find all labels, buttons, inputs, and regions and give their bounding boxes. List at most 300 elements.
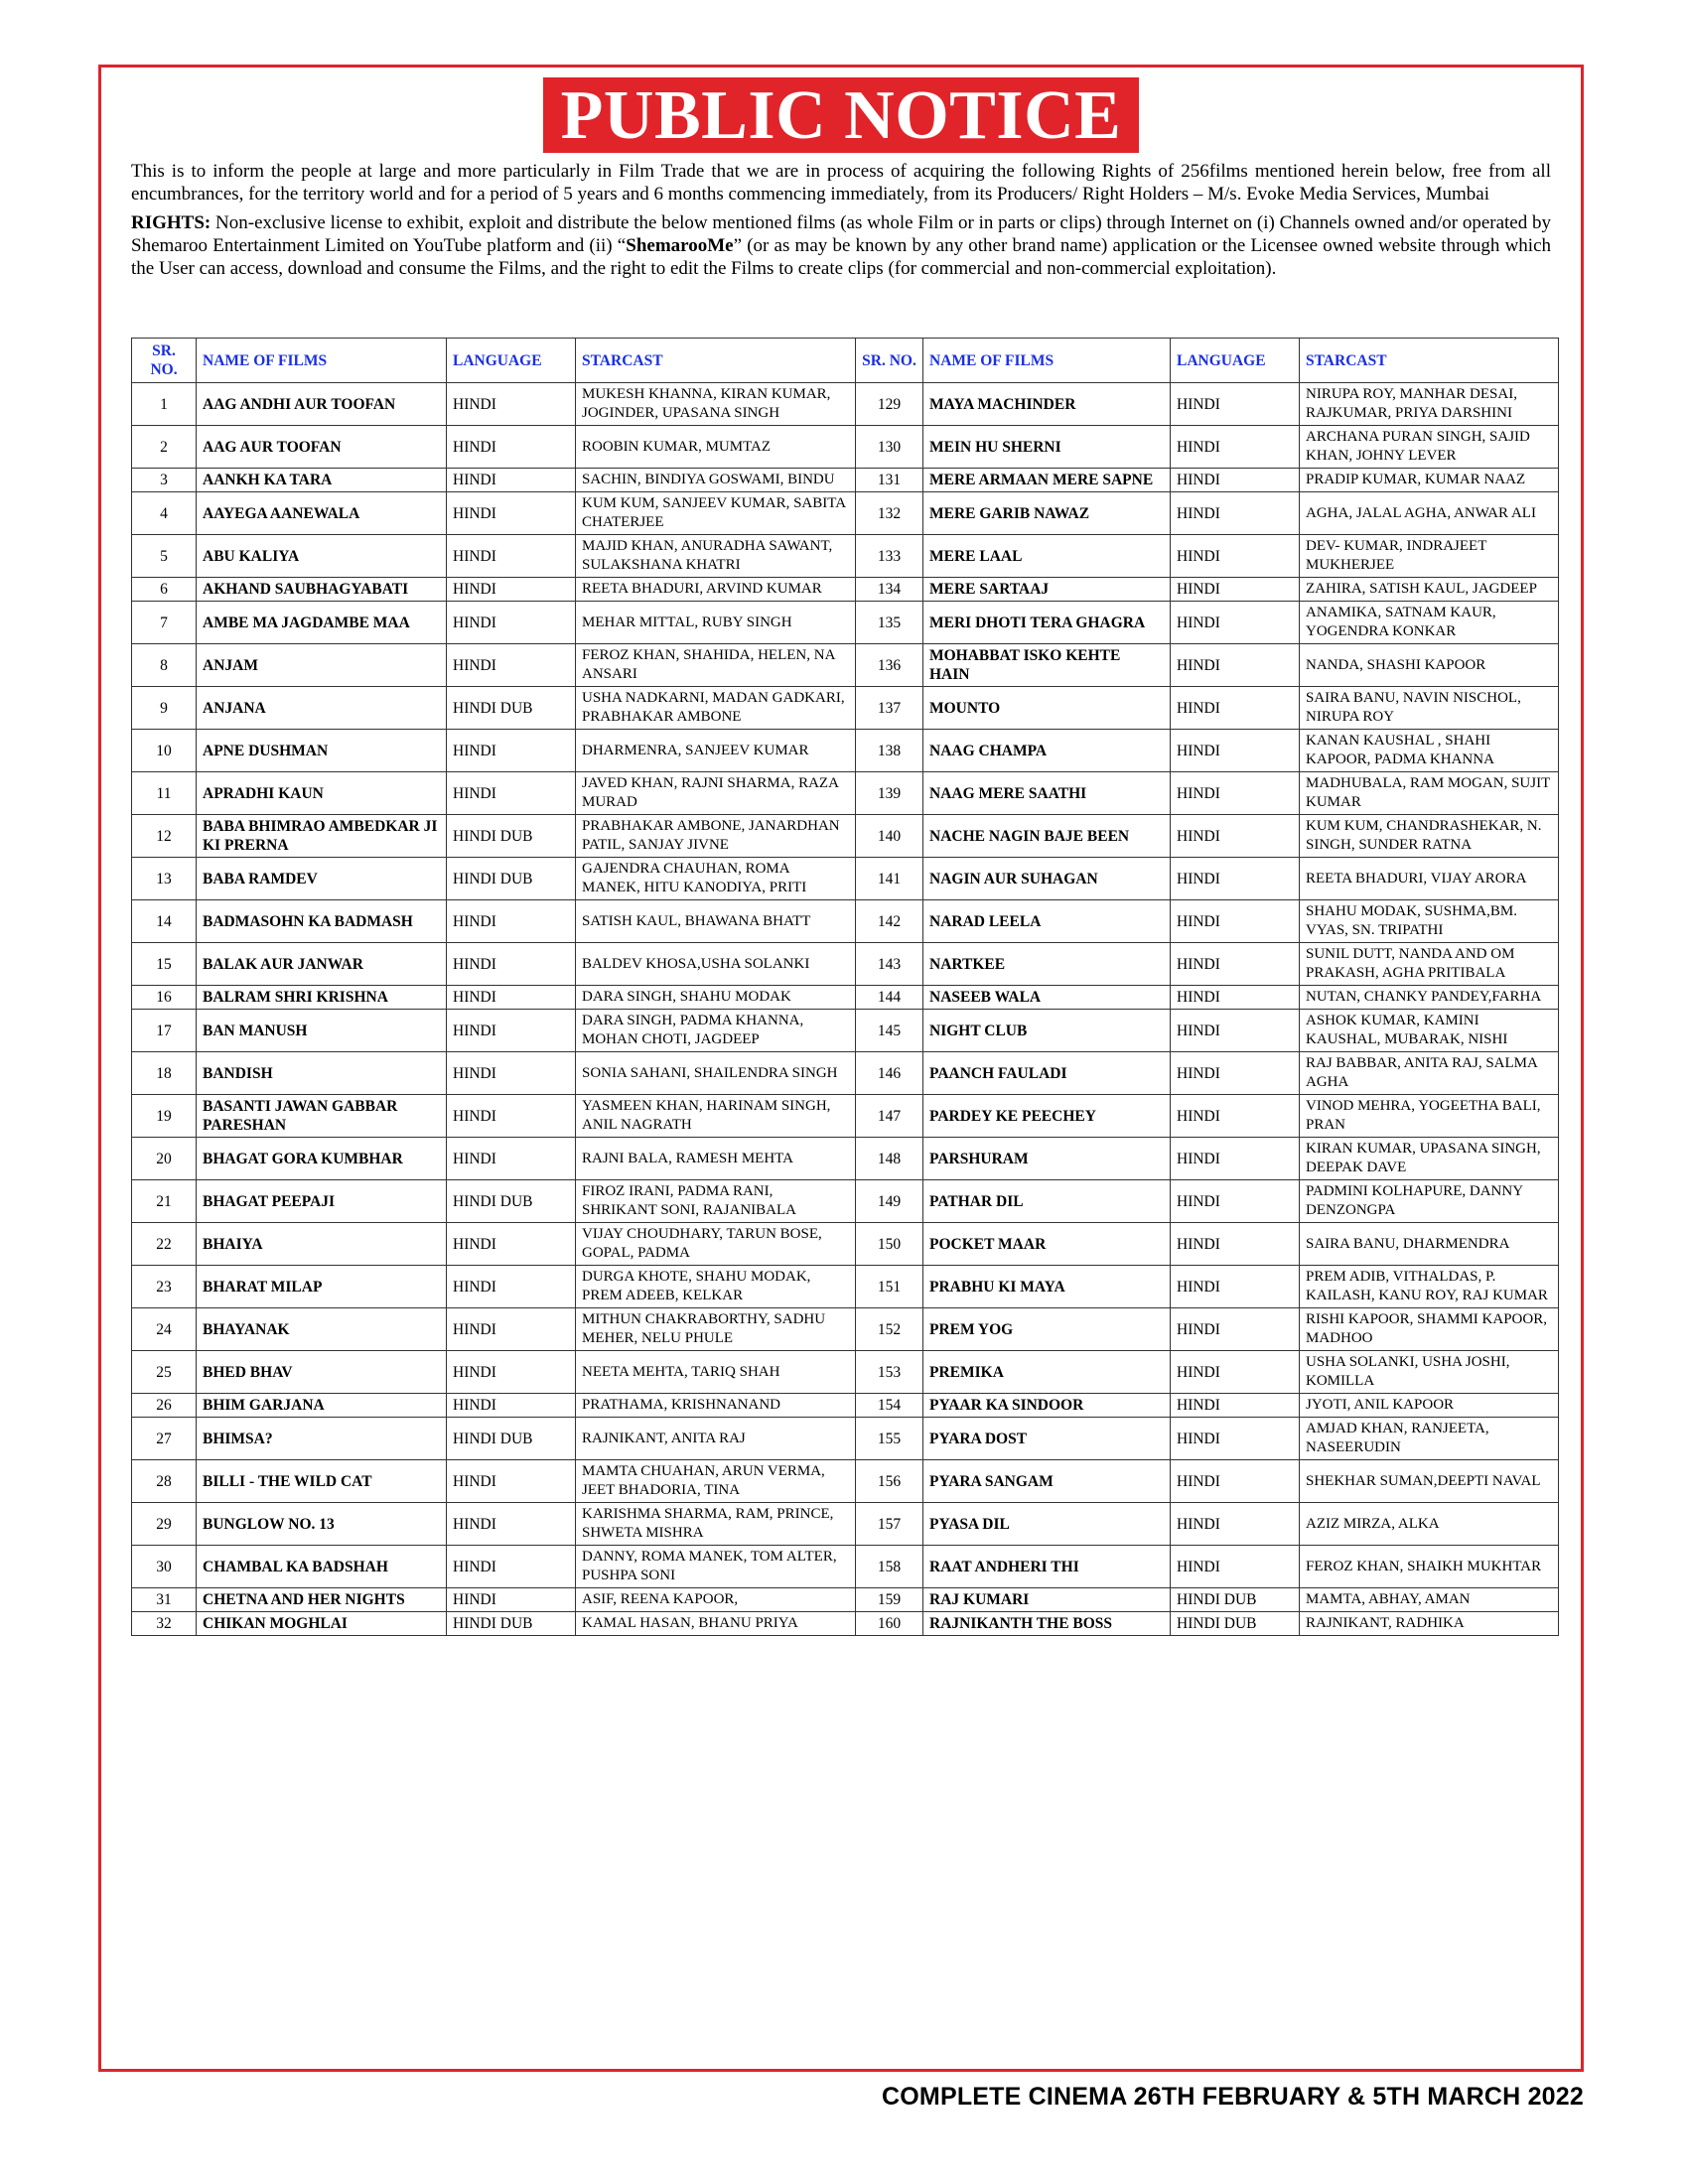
left-starcast-cell: NEETA MEHTA, TARIQ SHAH bbox=[576, 1351, 856, 1394]
left-starcast-cell: KAMAL HASAN, BHANU PRIYA bbox=[576, 1612, 856, 1636]
right-language-cell: HINDI bbox=[1171, 986, 1300, 1010]
left-sr-no-cell: 19 bbox=[132, 1095, 197, 1138]
left-language-cell: HINDI bbox=[447, 986, 576, 1010]
left-language-cell: HINDI bbox=[447, 1052, 576, 1095]
left-starcast-cell: DARA SINGH, SHAHU MODAK bbox=[576, 986, 856, 1010]
left-language-cell: HINDI bbox=[447, 578, 576, 602]
right-sr-no-cell: 156 bbox=[856, 1460, 923, 1503]
left-starcast-cell: USHA NADKARNI, MADAN GADKARI, PRABHAKAR AMBONE bbox=[576, 687, 856, 730]
left-language-cell: HINDI bbox=[447, 1223, 576, 1266]
table-row bbox=[132, 1308, 1559, 1351]
left-language-cell: HINDI bbox=[447, 772, 576, 815]
left-language-cell: HINDI bbox=[447, 1588, 576, 1612]
left-starcast-cell: ROOBIN KUMAR, MUMTAZ bbox=[576, 426, 856, 469]
table-row bbox=[132, 578, 1559, 602]
right-starcast-cell: SUNIL DUTT, NANDA AND OM PRAKASH, AGHA PRITIBALA bbox=[1300, 943, 1559, 986]
left-name-cell: APRADHI KAUN bbox=[197, 772, 447, 815]
left-starcast-cell: FEROZ KHAN, SHAHIDA, HELEN, NA ANSARI bbox=[576, 644, 856, 687]
right-starcast-cell: RISHI KAPOOR, SHAMMI KAPOOR, MADHOO bbox=[1300, 1308, 1559, 1351]
left-starcast-cell: KUM KUM, SANJEEV KUMAR, SABITA CHATERJEE bbox=[576, 492, 856, 535]
left-sr-no-cell: 1 bbox=[132, 383, 197, 426]
right-sr-no-cell: 140 bbox=[856, 815, 923, 858]
table-row bbox=[132, 1460, 1559, 1503]
left-language-cell: HINDI bbox=[447, 1138, 576, 1180]
table-row bbox=[132, 1418, 1559, 1460]
right-starcast-cell: USHA SOLANKI, USHA JOSHI, KOMILLA bbox=[1300, 1351, 1559, 1394]
header-language-right: LANGUAGE bbox=[1171, 339, 1300, 383]
left-sr-no-cell: 15 bbox=[132, 943, 197, 986]
left-starcast-cell: DANNY, ROMA MANEK, TOM ALTER, PUSHPA SONI bbox=[576, 1546, 856, 1588]
left-language-cell: HINDI DUB bbox=[447, 1612, 576, 1636]
right-language-cell: HINDI bbox=[1171, 1266, 1300, 1308]
left-language-cell: HINDI DUB bbox=[447, 1180, 576, 1223]
left-name-cell: APNE DUSHMAN bbox=[197, 730, 447, 772]
right-name-cell: PREM YOG bbox=[923, 1308, 1171, 1351]
right-language-cell: HINDI bbox=[1171, 1052, 1300, 1095]
right-language-cell: HINDI bbox=[1171, 1394, 1300, 1418]
left-sr-no-cell: 8 bbox=[132, 644, 197, 687]
right-name-cell: PYAAR KA SINDOOR bbox=[923, 1394, 1171, 1418]
left-language-cell: HINDI bbox=[447, 1394, 576, 1418]
left-name-cell: ABU KALIYA bbox=[197, 535, 447, 578]
right-name-cell: NACHE NAGIN BAJE BEEN bbox=[923, 815, 1171, 858]
left-starcast-cell: MITHUN CHAKRABORTHY, SADHU MEHER, NELU PHULE bbox=[576, 1308, 856, 1351]
right-starcast-cell: ASHOK KUMAR, KAMINI KAUSHAL, MUBARAK, NISHI bbox=[1300, 1010, 1559, 1052]
table-row bbox=[132, 1394, 1559, 1418]
right-language-cell: HINDI bbox=[1171, 1138, 1300, 1180]
left-sr-no-cell: 2 bbox=[132, 426, 197, 469]
right-sr-no-cell: 142 bbox=[856, 900, 923, 943]
right-sr-no-cell: 141 bbox=[856, 858, 923, 900]
table-row bbox=[132, 687, 1559, 730]
left-name-cell: BASANTI JAWAN GABBAR PARESHAN bbox=[197, 1095, 447, 1138]
right-sr-no-cell: 136 bbox=[856, 644, 923, 687]
right-language-cell: HINDI bbox=[1171, 1418, 1300, 1460]
right-sr-no-cell: 131 bbox=[856, 469, 923, 492]
right-language-cell: HINDI bbox=[1171, 1010, 1300, 1052]
left-starcast-cell: SACHIN, BINDIYA GOSWAMI, BINDU bbox=[576, 469, 856, 492]
right-language-cell: HINDI bbox=[1171, 1223, 1300, 1266]
left-name-cell: AAG ANDHI AUR TOOFAN bbox=[197, 383, 447, 426]
notice-frame bbox=[98, 65, 1584, 2072]
table-row bbox=[132, 1010, 1559, 1052]
left-name-cell: AANKH KA TARA bbox=[197, 469, 447, 492]
left-sr-no-cell: 13 bbox=[132, 858, 197, 900]
left-name-cell: ANJAM bbox=[197, 644, 447, 687]
right-starcast-cell: NIRUPA ROY, MANHAR DESAI, RAJKUMAR, PRIYA DARSHINI bbox=[1300, 383, 1559, 426]
right-language-cell: HINDI bbox=[1171, 1546, 1300, 1588]
right-sr-no-cell: 155 bbox=[856, 1418, 923, 1460]
left-starcast-cell: MEHAR MITTAL, RUBY SINGH bbox=[576, 602, 856, 644]
right-starcast-cell: PADMINI KOLHAPURE, DANNY DENZONGPA bbox=[1300, 1180, 1559, 1223]
right-sr-no-cell: 134 bbox=[856, 578, 923, 602]
left-name-cell: CHAMBAL KA BADSHAH bbox=[197, 1546, 447, 1588]
left-language-cell: HINDI bbox=[447, 1503, 576, 1546]
right-name-cell: PYARA DOST bbox=[923, 1418, 1171, 1460]
left-language-cell: HINDI bbox=[447, 1095, 576, 1138]
left-sr-no-cell: 24 bbox=[132, 1308, 197, 1351]
left-sr-no-cell: 7 bbox=[132, 602, 197, 644]
table-row bbox=[132, 1503, 1559, 1546]
right-starcast-cell: AMJAD KHAN, RANJEETA, NASEERUDIN bbox=[1300, 1418, 1559, 1460]
left-name-cell: BHAYANAK bbox=[197, 1308, 447, 1351]
table-row bbox=[132, 1095, 1559, 1138]
left-starcast-cell: PRABHAKAR AMBONE, JANARDHAN PATIL, SANJAY JIVNE bbox=[576, 815, 856, 858]
right-sr-no-cell: 145 bbox=[856, 1010, 923, 1052]
header-starcast-right: STARCAST bbox=[1300, 339, 1559, 383]
left-starcast-cell: SATISH KAUL, BHAWANA BHATT bbox=[576, 900, 856, 943]
left-sr-no-cell: 30 bbox=[132, 1546, 197, 1588]
left-sr-no-cell: 27 bbox=[132, 1418, 197, 1460]
left-sr-no-cell: 23 bbox=[132, 1266, 197, 1308]
left-sr-no-cell: 28 bbox=[132, 1460, 197, 1503]
table-row bbox=[132, 1180, 1559, 1223]
left-sr-no-cell: 11 bbox=[132, 772, 197, 815]
right-name-cell: RAJNIKANTH THE BOSS bbox=[923, 1612, 1171, 1636]
left-sr-no-cell: 26 bbox=[132, 1394, 197, 1418]
left-name-cell: BHAIYA bbox=[197, 1223, 447, 1266]
table-row bbox=[132, 858, 1559, 900]
right-language-cell: HINDI bbox=[1171, 644, 1300, 687]
table-row bbox=[132, 1546, 1559, 1588]
left-language-cell: HINDI bbox=[447, 730, 576, 772]
left-language-cell: HINDI DUB bbox=[447, 687, 576, 730]
left-language-cell: HINDI bbox=[447, 469, 576, 492]
left-language-cell: HINDI DUB bbox=[447, 815, 576, 858]
right-name-cell: PYARA SANGAM bbox=[923, 1460, 1171, 1503]
table-row bbox=[132, 469, 1559, 492]
right-sr-no-cell: 158 bbox=[856, 1546, 923, 1588]
rights-label: RIGHTS: bbox=[131, 212, 211, 233]
left-sr-no-cell: 16 bbox=[132, 986, 197, 1010]
left-name-cell: CHIKAN MOGHLAI bbox=[197, 1612, 447, 1636]
right-name-cell: MERE GARIB NAWAZ bbox=[923, 492, 1171, 535]
left-starcast-cell: KARISHMA SHARMA, RAM, PRINCE, SHWETA MISHRA bbox=[576, 1503, 856, 1546]
table-row bbox=[132, 1052, 1559, 1095]
left-name-cell: AAG AUR TOOFAN bbox=[197, 426, 447, 469]
right-starcast-cell: ARCHANA PURAN SINGH, SAJID KHAN, JOHNY LEVER bbox=[1300, 426, 1559, 469]
right-sr-no-cell: 150 bbox=[856, 1223, 923, 1266]
table-row bbox=[132, 1612, 1559, 1636]
left-name-cell: BADMASOHN KA BADMASH bbox=[197, 900, 447, 943]
left-starcast-cell: DURGA KHOTE, SHAHU MODAK, PREM ADEEB, KELKAR bbox=[576, 1266, 856, 1308]
right-name-cell: MEIN HU SHERNI bbox=[923, 426, 1171, 469]
left-language-cell: HINDI bbox=[447, 900, 576, 943]
left-sr-no-cell: 18 bbox=[132, 1052, 197, 1095]
right-starcast-cell: ANAMIKA, SATNAM KAUR, YOGENDRA KONKAR bbox=[1300, 602, 1559, 644]
right-language-cell: HINDI DUB bbox=[1171, 1612, 1300, 1636]
table-row bbox=[132, 986, 1559, 1010]
right-name-cell: MERE LAAL bbox=[923, 535, 1171, 578]
left-starcast-cell: MAMTA CHUAHAN, ARUN VERMA, JEET BHADORIA, TINA bbox=[576, 1460, 856, 1503]
table-row bbox=[132, 1351, 1559, 1394]
right-sr-no-cell: 139 bbox=[856, 772, 923, 815]
left-language-cell: HINDI bbox=[447, 644, 576, 687]
right-name-cell: MERE ARMAAN MERE SAPNE bbox=[923, 469, 1171, 492]
right-name-cell: PYASA DIL bbox=[923, 1503, 1171, 1546]
right-starcast-cell: SAIRA BANU, NAVIN NISCHOL, NIRUPA ROY bbox=[1300, 687, 1559, 730]
table-row bbox=[132, 535, 1559, 578]
right-language-cell: HINDI bbox=[1171, 900, 1300, 943]
left-sr-no-cell: 12 bbox=[132, 815, 197, 858]
table-row bbox=[132, 426, 1559, 469]
right-sr-no-cell: 129 bbox=[856, 383, 923, 426]
footer-publication: COMPLETE CINEMA 26TH FEBRUARY & 5TH MARCH 2022 bbox=[882, 2083, 1584, 2111]
right-sr-no-cell: 144 bbox=[856, 986, 923, 1010]
right-language-cell: HINDI bbox=[1171, 602, 1300, 644]
left-starcast-cell: RAJNIKANT, ANITA RAJ bbox=[576, 1418, 856, 1460]
left-starcast-cell: DARA SINGH, PADMA KHANNA, MOHAN CHOTI, JAGDEEP bbox=[576, 1010, 856, 1052]
right-sr-no-cell: 153 bbox=[856, 1351, 923, 1394]
right-starcast-cell: RAJ BABBAR, ANITA RAJ, SALMA AGHA bbox=[1300, 1052, 1559, 1095]
right-language-cell: HINDI bbox=[1171, 578, 1300, 602]
right-starcast-cell: SAIRA BANU, DHARMENDRA bbox=[1300, 1223, 1559, 1266]
table-row bbox=[132, 943, 1559, 986]
right-name-cell: MAYA MACHINDER bbox=[923, 383, 1171, 426]
right-sr-no-cell: 133 bbox=[856, 535, 923, 578]
left-starcast-cell: BALDEV KHOSA,USHA SOLANKI bbox=[576, 943, 856, 986]
left-name-cell: AMBE MA JAGDAMBE MAA bbox=[197, 602, 447, 644]
right-sr-no-cell: 147 bbox=[856, 1095, 923, 1138]
right-starcast-cell: DEV- KUMAR, INDRAJEET MUKHERJEE bbox=[1300, 535, 1559, 578]
left-name-cell: BILLI - THE WILD CAT bbox=[197, 1460, 447, 1503]
right-name-cell: MOHABBAT ISKO KEHTE HAIN bbox=[923, 644, 1171, 687]
right-sr-no-cell: 152 bbox=[856, 1308, 923, 1351]
right-name-cell: NAAG MERE SAATHI bbox=[923, 772, 1171, 815]
right-sr-no-cell: 148 bbox=[856, 1138, 923, 1180]
right-language-cell: HINDI bbox=[1171, 426, 1300, 469]
left-sr-no-cell: 29 bbox=[132, 1503, 197, 1546]
left-sr-no-cell: 31 bbox=[132, 1588, 197, 1612]
right-language-cell: HINDI bbox=[1171, 772, 1300, 815]
left-starcast-cell: FIROZ IRANI, PADMA RANI, SHRIKANT SONI, RAJANIBALA bbox=[576, 1180, 856, 1223]
left-name-cell: BHAGAT PEEPAJI bbox=[197, 1180, 447, 1223]
table-row bbox=[132, 383, 1559, 426]
films-table bbox=[131, 338, 1559, 1636]
right-name-cell: MOUNTO bbox=[923, 687, 1171, 730]
header-sr-right: SR. NO. bbox=[856, 339, 923, 383]
left-starcast-cell: PRATHAMA, KRISHNANAND bbox=[576, 1394, 856, 1418]
table-row bbox=[132, 602, 1559, 644]
left-starcast-cell: SONIA SAHANI, SHAILENDRA SINGH bbox=[576, 1052, 856, 1095]
right-language-cell: HINDI bbox=[1171, 730, 1300, 772]
left-starcast-cell: DHARMENRA, SANJEEV KUMAR bbox=[576, 730, 856, 772]
left-sr-no-cell: 20 bbox=[132, 1138, 197, 1180]
left-name-cell: AAYEGA AANEWALA bbox=[197, 492, 447, 535]
left-name-cell: BALRAM SHRI KRISHNA bbox=[197, 986, 447, 1010]
right-name-cell: PREMIKA bbox=[923, 1351, 1171, 1394]
right-name-cell: PRABHU KI MAYA bbox=[923, 1266, 1171, 1308]
table-row bbox=[132, 1588, 1559, 1612]
table-row bbox=[132, 772, 1559, 815]
header-sr-left: SR. NO. bbox=[132, 339, 197, 383]
right-starcast-cell: JYOTI, ANIL KAPOOR bbox=[1300, 1394, 1559, 1418]
right-language-cell: HINDI bbox=[1171, 858, 1300, 900]
left-name-cell: ANJANA bbox=[197, 687, 447, 730]
left-starcast-cell: ASIF, REENA KAPOOR, bbox=[576, 1588, 856, 1612]
right-sr-no-cell: 149 bbox=[856, 1180, 923, 1223]
left-starcast-cell: MAJID KHAN, ANURADHA SAWANT, SULAKSHANA KHATRI bbox=[576, 535, 856, 578]
left-name-cell: BHARAT MILAP bbox=[197, 1266, 447, 1308]
left-name-cell: CHETNA AND HER NIGHTS bbox=[197, 1588, 447, 1612]
left-sr-no-cell: 14 bbox=[132, 900, 197, 943]
left-language-cell: HINDI bbox=[447, 1546, 576, 1588]
rights-text-2: ” (or as may be known by any other brand name) application or the Licensee owned website through which the User can access, download and consume the Films, and the right to edit the Films to create clips (for commercial and non-commercial exploitation). bbox=[131, 235, 1552, 279]
right-sr-no-cell: 159 bbox=[856, 1588, 923, 1612]
table-row bbox=[132, 1138, 1559, 1180]
left-language-cell: HINDI bbox=[447, 535, 576, 578]
left-name-cell: BAN MANUSH bbox=[197, 1010, 447, 1052]
right-name-cell: MERE SARTAAJ bbox=[923, 578, 1171, 602]
right-starcast-cell: MADHUBALA, RAM MOGAN, SUJIT KUMAR bbox=[1300, 772, 1559, 815]
right-sr-no-cell: 151 bbox=[856, 1266, 923, 1308]
right-starcast-cell: AGHA, JALAL AGHA, ANWAR ALI bbox=[1300, 492, 1559, 535]
right-sr-no-cell: 138 bbox=[856, 730, 923, 772]
left-language-cell: HINDI DUB bbox=[447, 1418, 576, 1460]
right-sr-no-cell: 137 bbox=[856, 687, 923, 730]
table-row bbox=[132, 730, 1559, 772]
left-sr-no-cell: 10 bbox=[132, 730, 197, 772]
left-language-cell: HINDI bbox=[447, 1308, 576, 1351]
right-sr-no-cell: 130 bbox=[856, 426, 923, 469]
left-starcast-cell: VIJAY CHOUDHARY, TARUN BOSE, GOPAL, PADMA bbox=[576, 1223, 856, 1266]
rights-text-1: Non-exclusive license to exhibit, exploit and distribute the below mentioned films (as whole Film or in parts or clips) through Internet on (i) Channels owned and/or operated by Shemaroo Entertainment Limited on YouTube platform and (ii) “ bbox=[131, 212, 1551, 256]
right-sr-no-cell: 146 bbox=[856, 1052, 923, 1095]
right-starcast-cell: VINOD MEHRA, YOGEETHA BALI, PRAN bbox=[1300, 1095, 1559, 1138]
right-name-cell: POCKET MAAR bbox=[923, 1223, 1171, 1266]
left-name-cell: BHED BHAV bbox=[197, 1351, 447, 1394]
left-language-cell: HINDI bbox=[447, 943, 576, 986]
right-language-cell: HINDI bbox=[1171, 535, 1300, 578]
left-language-cell: HINDI bbox=[447, 383, 576, 426]
table-row bbox=[132, 900, 1559, 943]
left-language-cell: HINDI bbox=[447, 426, 576, 469]
rights-paragraph bbox=[131, 211, 1551, 280]
left-language-cell: HINDI bbox=[447, 1460, 576, 1503]
right-name-cell: RAAT ANDHERI THI bbox=[923, 1546, 1171, 1588]
title-wrap bbox=[101, 77, 1581, 153]
notice-intro bbox=[131, 160, 1551, 286]
header-name-right: NAME OF FILMS bbox=[923, 339, 1171, 383]
left-starcast-cell: MUKESH KHANNA, KIRAN KUMAR, JOGINDER, UPASANA SINGH bbox=[576, 383, 856, 426]
notice-title: PUBLIC NOTICE bbox=[543, 77, 1140, 153]
right-sr-no-cell: 160 bbox=[856, 1612, 923, 1636]
right-name-cell: PATHAR DIL bbox=[923, 1180, 1171, 1223]
left-sr-no-cell: 6 bbox=[132, 578, 197, 602]
rights-brand: ShemarooMe bbox=[626, 235, 734, 256]
right-starcast-cell: KUM KUM, CHANDRASHEKAR, N. SINGH, SUNDER RATNA bbox=[1300, 815, 1559, 858]
right-starcast-cell: SHAHU MODAK, SUSHMA,BM. VYAS, SN. TRIPATHI bbox=[1300, 900, 1559, 943]
right-starcast-cell: PRADIP KUMAR, KUMAR NAAZ bbox=[1300, 469, 1559, 492]
left-name-cell: BALAK AUR JANWAR bbox=[197, 943, 447, 986]
table-row bbox=[132, 644, 1559, 687]
right-language-cell: HINDI bbox=[1171, 1095, 1300, 1138]
right-starcast-cell: MAMTA, ABHAY, AMAN bbox=[1300, 1588, 1559, 1612]
right-name-cell: NASEEB WALA bbox=[923, 986, 1171, 1010]
right-language-cell: HINDI bbox=[1171, 492, 1300, 535]
left-name-cell: BHIM GARJANA bbox=[197, 1394, 447, 1418]
right-sr-no-cell: 143 bbox=[856, 943, 923, 986]
right-starcast-cell: AZIZ MIRZA, ALKA bbox=[1300, 1503, 1559, 1546]
header-language-left: LANGUAGE bbox=[447, 339, 576, 383]
right-starcast-cell: ZAHIRA, SATISH KAUL, JAGDEEP bbox=[1300, 578, 1559, 602]
table-row bbox=[132, 815, 1559, 858]
left-language-cell: HINDI DUB bbox=[447, 858, 576, 900]
left-language-cell: HINDI bbox=[447, 1266, 576, 1308]
right-language-cell: HINDI bbox=[1171, 1308, 1300, 1351]
right-language-cell: HINDI bbox=[1171, 383, 1300, 426]
films-table-body bbox=[132, 383, 1559, 1636]
left-language-cell: HINDI bbox=[447, 602, 576, 644]
left-starcast-cell: YASMEEN KHAN, HARINAM SINGH, ANIL NAGRATH bbox=[576, 1095, 856, 1138]
right-starcast-cell: KANAN KAUSHAL , SHAHI KAPOOR, PADMA KHANNA bbox=[1300, 730, 1559, 772]
intro-paragraph: This is to inform the people at large and more particularly in Film Trade that we are in process of acquiring the following Rights of 256films mentioned herein below, free from all encumbrances, for the territory world and for a period of 5 years and 6 months commencing immediately, from its Producers/ Right Holders – M/s. Evoke Media Services, Mumbai bbox=[131, 161, 1551, 205]
left-language-cell: HINDI bbox=[447, 1010, 576, 1052]
left-name-cell: AKHAND SAUBHAGYABATI bbox=[197, 578, 447, 602]
left-sr-no-cell: 4 bbox=[132, 492, 197, 535]
left-name-cell: BHAGAT GORA KUMBHAR bbox=[197, 1138, 447, 1180]
right-starcast-cell: REETA BHADURI, VIJAY ARORA bbox=[1300, 858, 1559, 900]
left-name-cell: BABA RAMDEV bbox=[197, 858, 447, 900]
right-name-cell: PARSHURAM bbox=[923, 1138, 1171, 1180]
left-sr-no-cell: 21 bbox=[132, 1180, 197, 1223]
table-header-row bbox=[132, 339, 1559, 383]
left-sr-no-cell: 32 bbox=[132, 1612, 197, 1636]
table-row bbox=[132, 492, 1559, 535]
right-language-cell: HINDI bbox=[1171, 815, 1300, 858]
right-language-cell: HINDI bbox=[1171, 687, 1300, 730]
left-sr-no-cell: 5 bbox=[132, 535, 197, 578]
right-starcast-cell: NUTAN, CHANKY PANDEY,FARHA bbox=[1300, 986, 1559, 1010]
left-name-cell: BANDISH bbox=[197, 1052, 447, 1095]
header-starcast-left: STARCAST bbox=[576, 339, 856, 383]
right-language-cell: HINDI bbox=[1171, 943, 1300, 986]
right-sr-no-cell: 135 bbox=[856, 602, 923, 644]
left-starcast-cell: GAJENDRA CHAUHAN, ROMA MANEK, HITU KANODIYA, PRITI bbox=[576, 858, 856, 900]
right-language-cell: HINDI bbox=[1171, 469, 1300, 492]
right-language-cell: HINDI bbox=[1171, 1460, 1300, 1503]
right-name-cell: NIGHT CLUB bbox=[923, 1010, 1171, 1052]
right-language-cell: HINDI DUB bbox=[1171, 1588, 1300, 1612]
left-starcast-cell: JAVED KHAN, RAJNI SHARMA, RAZA MURAD bbox=[576, 772, 856, 815]
table-row bbox=[132, 1223, 1559, 1266]
left-sr-no-cell: 22 bbox=[132, 1223, 197, 1266]
left-language-cell: HINDI bbox=[447, 1351, 576, 1394]
right-sr-no-cell: 154 bbox=[856, 1394, 923, 1418]
right-name-cell: NARAD LEELA bbox=[923, 900, 1171, 943]
right-sr-no-cell: 157 bbox=[856, 1503, 923, 1546]
right-language-cell: HINDI bbox=[1171, 1503, 1300, 1546]
left-name-cell: BABA BHIMRAO AMBEDKAR JI KI PRERNA bbox=[197, 815, 447, 858]
right-name-cell: NARTKEE bbox=[923, 943, 1171, 986]
right-name-cell: RAJ KUMARI bbox=[923, 1588, 1171, 1612]
right-starcast-cell: RAJNIKANT, RADHIKA bbox=[1300, 1612, 1559, 1636]
left-name-cell: BHIMSA? bbox=[197, 1418, 447, 1460]
left-language-cell: HINDI bbox=[447, 492, 576, 535]
left-starcast-cell: REETA BHADURI, ARVIND KUMAR bbox=[576, 578, 856, 602]
right-starcast-cell: FEROZ KHAN, SHAIKH MUKHTAR bbox=[1300, 1546, 1559, 1588]
right-name-cell: PAANCH FAULADI bbox=[923, 1052, 1171, 1095]
right-name-cell: NAAG CHAMPA bbox=[923, 730, 1171, 772]
left-sr-no-cell: 17 bbox=[132, 1010, 197, 1052]
left-name-cell: BUNGLOW NO. 13 bbox=[197, 1503, 447, 1546]
header-name-left: NAME OF FILMS bbox=[197, 339, 447, 383]
right-name-cell: NAGIN AUR SUHAGAN bbox=[923, 858, 1171, 900]
right-name-cell: MERI DHOTI TERA GHAGRA bbox=[923, 602, 1171, 644]
right-name-cell: PARDEY KE PEECHEY bbox=[923, 1095, 1171, 1138]
table-row bbox=[132, 1266, 1559, 1308]
right-starcast-cell: KIRAN KUMAR, UPASANA SINGH, DEEPAK DAVE bbox=[1300, 1138, 1559, 1180]
